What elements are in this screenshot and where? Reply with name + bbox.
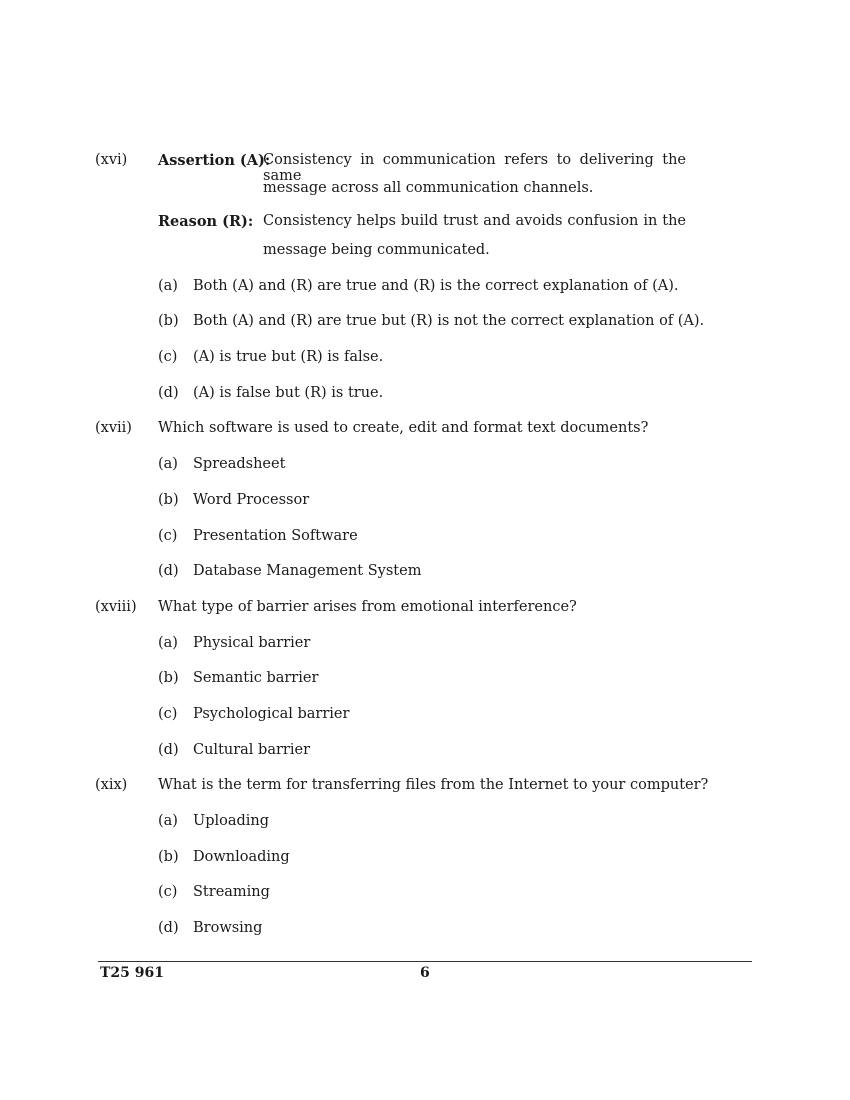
option-label: (a) xyxy=(158,813,178,829)
option-label: (b) xyxy=(158,313,179,329)
option-label: (d) xyxy=(158,385,179,401)
question-number: (xvii) xyxy=(95,420,132,436)
option-label: (b) xyxy=(158,492,179,508)
question-number: (xviii) xyxy=(95,599,137,615)
question-text: Which software is used to create, edit and format text documents? xyxy=(158,420,649,436)
option-text: Presentation Software xyxy=(193,528,358,544)
question-text: What type of barrier arises from emotional interference? xyxy=(158,599,577,615)
question-text: What is the term for transferring files from the Internet to your computer? xyxy=(158,777,709,793)
option-text: (A) is true but (R) is false. xyxy=(193,349,384,365)
assertion-text-line2: message across all communication channels. xyxy=(263,180,594,196)
option-label: (b) xyxy=(158,849,179,865)
option-label: (a) xyxy=(158,635,178,651)
question-number: (xvi) xyxy=(95,152,128,168)
option-text: Streaming xyxy=(193,884,270,900)
option-label: (d) xyxy=(158,563,179,579)
option-text: Database Management System xyxy=(193,563,422,579)
page-number: 6 xyxy=(420,965,430,981)
assertion-text-line1: Consistency in communication refers to delivering the same xyxy=(263,152,686,184)
option-label: (c) xyxy=(158,884,178,900)
option-text: Word Processor xyxy=(193,492,310,508)
reason-label: Reason (R): xyxy=(158,213,254,230)
option-label: (c) xyxy=(158,528,178,544)
option-label: (d) xyxy=(158,742,179,758)
option-text: Physical barrier xyxy=(193,635,311,651)
option-text: Semantic barrier xyxy=(193,670,319,686)
question-number: (xix) xyxy=(95,777,128,793)
option-label: (b) xyxy=(158,670,179,686)
option-text: Cultural barrier xyxy=(193,742,310,758)
reason-text-line1: Consistency helps build trust and avoids confusion in the xyxy=(263,213,686,229)
option-text: Spreadsheet xyxy=(193,456,286,472)
option-text: Both (A) and (R) are true but (R) is not the correct explanation of (A). xyxy=(193,313,705,329)
option-text: Browsing xyxy=(193,920,263,936)
option-label: (c) xyxy=(158,706,178,722)
option-label: (d) xyxy=(158,920,179,936)
option-label: (a) xyxy=(158,456,178,472)
option-text: Both (A) and (R) are true and (R) is the correct explanation of (A). xyxy=(193,278,679,294)
option-text: (A) is false but (R) is true. xyxy=(193,385,384,401)
reason-text-line2: message being communicated. xyxy=(263,242,490,258)
footer-divider xyxy=(98,961,752,962)
option-text: Downloading xyxy=(193,849,290,865)
option-text: Psychological barrier xyxy=(193,706,350,722)
paper-code: T25 961 xyxy=(100,965,164,981)
option-label: (c) xyxy=(158,349,178,365)
assertion-label: Assertion (A): xyxy=(158,152,271,169)
option-text: Uploading xyxy=(193,813,270,829)
option-label: (a) xyxy=(158,278,178,294)
